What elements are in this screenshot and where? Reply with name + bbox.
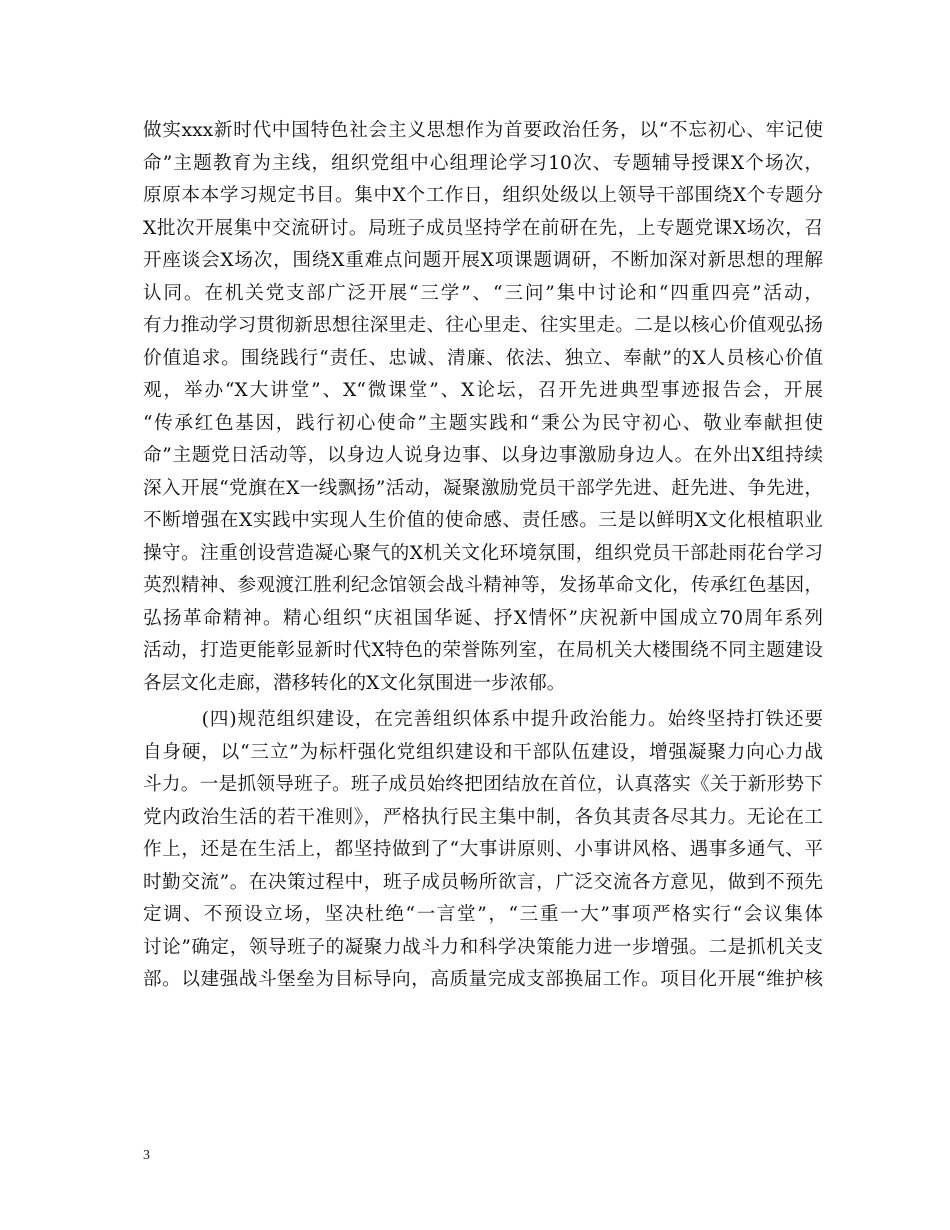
text-line: 价值追求。围绕践行“责任、忠诚、清廉、依法、独立、奉献”的X人员核心价值 bbox=[143, 347, 824, 369]
text-line: 党内政治生活的若干准则》，严格执行民主集中制，各负其责各尽其力。无论在工 bbox=[143, 806, 823, 828]
text-line: 斗力。一是抓领导班子。班子成员始终把团结放在首位，认真落实《关于新形势下 bbox=[143, 774, 823, 795]
text-line: 定调、不预设立场，坚决杜绝“一言堂”，“三重一大”事项严格实行“会议集体 bbox=[143, 904, 823, 925]
text-line: 命”主题党日活动等，以身边人说身边事、以身边事激励身边人。在外出X组持续 bbox=[143, 445, 823, 466]
text-line: 作上，还是在生活上，都坚持做到了“大事讲原则、小事讲风格、遇事多通气、平 bbox=[143, 839, 823, 860]
text-line: 部。以建强战斗堡垒为目标导向，高质量完成支部换届工作。项目化开展“维护核 bbox=[143, 969, 823, 990]
text-line: 活动，打造更能彰显新时代X特色的荣誉陈列室，在局机关大楼围绕不同主题建设 bbox=[143, 640, 823, 661]
paragraph-2 bbox=[143, 704, 823, 997]
text-line: 深入开展“党旗在X一线飘扬”活动，凝聚激励党员干部学先进、赶先进、争先进， bbox=[143, 477, 823, 499]
text-line: 认同。在机关党支部广泛开展“三学”、“三问”集中讨论和“四重四亮”活动， bbox=[143, 282, 823, 304]
text-line: 时勤交流”。在决策过程中，班子成员畅所欲言，广泛交流各方意见，做到不预先 bbox=[143, 871, 823, 893]
paragraph-1 bbox=[143, 115, 823, 700]
text-line: 不断增强在X实践中实现人生价值的使命感、责任感。三是以鲜明X文化根植职业 bbox=[143, 510, 823, 531]
page-number: 3 bbox=[143, 1148, 150, 1163]
body-text bbox=[143, 115, 823, 997]
text-line: 有力推动学习贯彻新思想往深里走、往心里走、往实里走。二是以核心价值观弘扬 bbox=[143, 315, 823, 336]
text-line: 英烈精神、参观渡江胜利纪念馆领会战斗精神等，发扬革命文化，传承红色基因， bbox=[143, 575, 823, 596]
text-line: 原原本本学习规定书目。集中X个工作日，组织处级以上领导干部围绕X个专题分 bbox=[143, 185, 823, 206]
text-line: 做实xxx新时代中国特色社会主义思想作为首要政治任务，以“不忘初心、牢记使 bbox=[143, 120, 823, 141]
text-line: 自身硬，以“三立”为标杆强化党组织建设和干部队伍建设，增强凝聚力向心力战 bbox=[143, 741, 823, 763]
text-line: 命”主题教育为主线，组织党组中心组理论学习10次、专题辅导授课X个场次， bbox=[143, 152, 823, 174]
text-line: 开座谈会X场次，围绕X重难点问题开展X项课题调研，不断加深对新思想的理解 bbox=[143, 250, 823, 271]
text-line: 弘扬革命精神。精心组织“庆祖国华诞、抒X情怀”庆祝新中国成立70周年系列 bbox=[143, 607, 823, 629]
text-line: 观，举办“X大讲堂”、X“微课堂”、X论坛，召开先进典型事迹报告会，开展 bbox=[143, 380, 823, 401]
text-line: 讨论”确定，领导班子的凝聚力战斗力和科学决策能力进一步增强。二是抓机关支 bbox=[143, 936, 823, 958]
text-line: 操守。注重创设营造凝心聚气的X机关文化环境氛围，组织党员干部赴雨花台学习 bbox=[143, 542, 823, 564]
text-line: “传承红色基因，践行初心使命”主题实践和“秉公为民守初心、敬业奉献担使 bbox=[143, 412, 823, 434]
text-line: 各层文化走廊，潜移转化的X文化氛围进一步浓郁。 bbox=[143, 672, 566, 694]
text-line: (四)规范组织建设，在完善组织体系中提升政治能力。始终坚持打铁还要 bbox=[143, 709, 823, 730]
text-line: X批次开展集中交流研讨。局班子成员坚持学在前研在先，上专题党课X场次，召 bbox=[143, 217, 823, 239]
